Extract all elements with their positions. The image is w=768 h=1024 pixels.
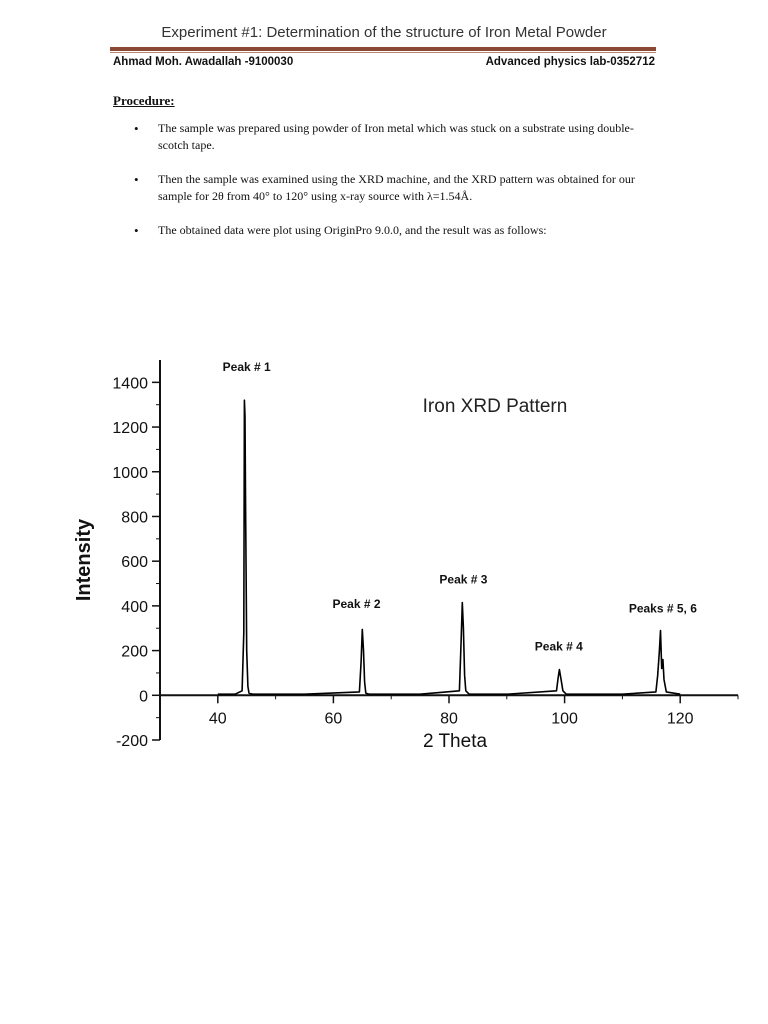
procedure-step: • The obtained data were plot using OriginPro 9.0.0, and the result was as follows: (158, 222, 638, 239)
x-tick-label: 40 (208, 710, 227, 728)
y-tick-label: 400 (121, 598, 148, 616)
x-tick-label: 80 (440, 710, 458, 728)
xrd-series-line (218, 400, 680, 694)
author-name: Ahmad Moh. Awadallah -9100030 (113, 56, 294, 68)
y-tick-label: -200 (115, 733, 148, 750)
y-tick-label: 1400 (112, 375, 148, 393)
course-code: Advanced physics lab-0352712 (485, 56, 655, 68)
header-rule-thin (110, 52, 656, 53)
y-axis-label: Intensity (73, 518, 95, 602)
y-tick-label: 1000 (112, 464, 148, 482)
x-tick-label: 60 (324, 710, 343, 728)
x-tick-label: 120 (666, 710, 694, 728)
peak-annotation: Peak # 3 (439, 572, 488, 587)
xrd-chart-svg (60, 350, 760, 760)
procedure-step: • The sample was prepared using powder of Iron metal which was stuck on a substrate using double-scotch tape. (158, 120, 638, 154)
x-axis-label: 2 Theta (422, 731, 488, 752)
peak-annotation: Peak # 4 (534, 639, 583, 654)
peak-annotation: Peak # 2 (332, 597, 381, 612)
xrd-chart (60, 350, 760, 760)
y-tick-label: 800 (121, 509, 148, 527)
y-tick-label: 0 (139, 688, 148, 706)
header-rule-thick (110, 47, 656, 51)
peak-annotation: Peaks # 5, 6 (628, 601, 697, 616)
y-tick-label: 600 (121, 554, 148, 572)
peak-annotation: Peak # 1 (222, 360, 271, 375)
procedure-heading: Procedure: (113, 93, 175, 108)
x-tick-label: 100 (551, 710, 578, 728)
y-tick-label: 1200 (112, 420, 148, 438)
page-title: Experiment #1: Determination of the structure of Iron Metal Powder (161, 24, 607, 41)
y-tick-label: 200 (121, 643, 148, 661)
procedure-list (158, 120, 638, 256)
chart-title: Iron XRD Pattern (422, 396, 568, 417)
procedure-step: • Then the sample was examined using the XRD machine, and the XRD pattern was obtained for our sample for 2θ from 40° to 120° using x-ray source with λ=1.54Å. (158, 171, 638, 205)
